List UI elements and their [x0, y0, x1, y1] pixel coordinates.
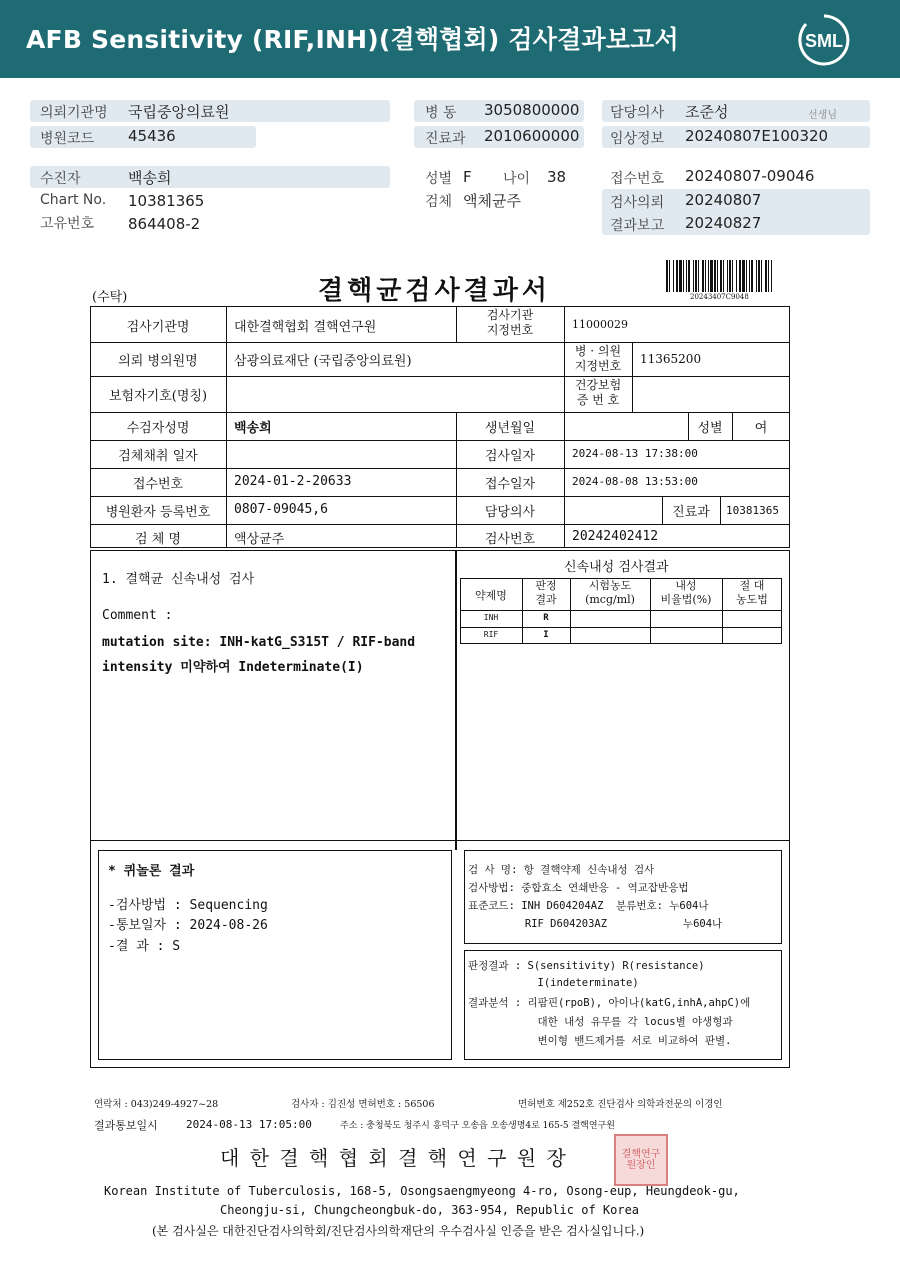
info-value-patient: 백송희: [128, 169, 172, 187]
info-label-reported: 결과보고: [610, 218, 665, 234]
info-value-hospital-code: 45436: [128, 127, 176, 145]
footer-license: 면허번호 제252호 진단검사 의학과전문의 이경인: [518, 1099, 723, 1110]
label-test-number: 검사번호: [484, 532, 536, 547]
info-label-age: 나이: [503, 171, 531, 187]
result-inh: R: [543, 613, 549, 623]
drug-inh: INH: [483, 613, 499, 622]
method-test-name: 검 사 명: 항 결핵약제 신속내성 검사: [468, 864, 655, 876]
col-test-concentration: 시험농도 (mcg/ml): [585, 579, 635, 606]
label-sex: 성별: [697, 421, 723, 436]
footer-address-kr: 주소 : 충청북도 청주시 흥덕구 오송읍 오송생명4로 165-5 결핵연구원: [340, 1121, 615, 1131]
logo-text: SML: [805, 31, 843, 51]
info-value-ward: 3050800000: [484, 101, 580, 119]
info-value-requested: 20240807: [685, 191, 762, 209]
label-birthdate: 생년월일: [484, 421, 536, 436]
comment-line-1: mutation site: INH-katG_S315T / RIF-band: [102, 635, 416, 650]
footer-address-en-2: Cheongju-si, Chungcheongbuk-do, 363-954, Republic of Korea: [220, 1203, 640, 1217]
value-department: 10381365: [726, 504, 779, 517]
label-patient-name: 수검자성명: [126, 421, 190, 436]
drug-rif: RIF: [483, 630, 499, 639]
analysis-line-3: 변이형 밴드제거를 서로 비교하여 판별.: [468, 1035, 732, 1047]
info-value-unique-no: 864408-2: [128, 215, 201, 233]
info-label-clinical: 임상정보: [610, 131, 665, 147]
result-rif: I: [543, 630, 549, 640]
value-test-number: 20242402412: [572, 529, 659, 544]
value-sex: 여: [754, 421, 768, 436]
label-specimen-name: 검 체 명: [135, 532, 181, 547]
comment-label: Comment :: [102, 608, 173, 623]
page-title: AFB Sensitivity (RIF,INH)(결핵협회) 검사결과보고서: [26, 25, 679, 54]
col-drug: 약제명: [475, 589, 507, 602]
interpretation-line-1: 판정결과 : S(sensitivity) R(resistance): [468, 960, 705, 972]
info-label-receipt-no: 접수번호: [610, 171, 665, 187]
info-label-sex: 성별: [425, 171, 453, 187]
seal-text: 결핵연구원장인: [621, 1149, 661, 1171]
quinolone-result: -결 과 : S: [108, 939, 181, 954]
info-value-reported: 20240827: [685, 214, 762, 232]
footer-contact: 연락처 : 043)249-4927~28: [94, 1099, 219, 1110]
footer-notice-label: 결과통보일시: [94, 1119, 158, 1132]
value-test-date: 2024-08-13 17:38:00: [572, 447, 698, 460]
label-department: 진료과: [672, 505, 710, 520]
col-absolute-concentration: 절 대 농도법: [736, 579, 768, 606]
info-label-unique-no: 고유번호: [40, 216, 95, 232]
analysis-line-2: 대한 내성 유무를 각 locus별 야생형과: [468, 1016, 733, 1028]
value-lab-designation: 11000029: [572, 318, 628, 331]
info-label-chart-no: Chart No.: [40, 192, 107, 208]
info-value-receipt-no: 20240807-09046: [685, 167, 815, 185]
label-lab-designation: 검사기관 지정번호: [486, 308, 534, 337]
header-bar: [0, 0, 900, 78]
col-proportion-method: 내성 비율법(%): [660, 579, 712, 606]
label-insurer: 보험자기호(명칭): [108, 389, 208, 404]
info-label-patient: 수진자: [40, 171, 81, 187]
info-label-hospital-code: 병원코드: [40, 131, 95, 147]
info-value-chart-no: 10381365: [128, 192, 205, 210]
value-lab-name: 대한결핵협회 결핵연구원: [234, 320, 377, 335]
info-value-department: 2010600000: [484, 127, 580, 145]
info-value-age: 38: [547, 168, 567, 186]
label-registration-no: 병원환자 등록번호: [105, 505, 211, 520]
value-registration-no: 0807-09045,6: [234, 502, 328, 517]
info-value-clinical: 20240807E100320: [685, 127, 829, 145]
footer-certification: (본 검사실은 대한진단검사의학회/진단검사의학재단의 우수검사실 인증을 받은 검사실입니다.): [152, 1224, 645, 1238]
interpretation-line-2: I(indeterminate): [468, 977, 639, 989]
info-value-doctor: 조준성: [685, 103, 729, 121]
label-collection-date: 검체채취 일자: [118, 449, 198, 464]
sml-logo-icon: [796, 12, 852, 68]
label-test-date: 검사일자: [484, 449, 536, 464]
method-code-rif: RIF D604203AZ 누604나: [468, 918, 723, 930]
value-hospital-designation: 11365200: [640, 352, 702, 366]
footer-org-name: 대 한 결 핵 협 회 결 핵 연 구 원 장: [220, 1146, 568, 1170]
method-code-inh: 표준코드: INH D604204AZ 분류번호: 누604나: [468, 900, 709, 912]
info-label-ward: 병 동: [425, 105, 457, 121]
value-requesting-hospital: 삼광의료재단 (국립중앙의료원): [234, 354, 412, 369]
label-lab-name: 검사기관명: [126, 320, 190, 335]
info-label-department: 진료과: [425, 131, 466, 147]
info-value-specimen: 액체균주: [463, 192, 521, 210]
quinolone-method: -검사방법 : Sequencing: [108, 898, 268, 913]
value-receipt-date: 2024-08-08 13:53:00: [572, 475, 698, 488]
col-result: 판정 결과: [535, 579, 557, 606]
official-seal-icon: [614, 1134, 668, 1186]
barcode-icon: [666, 260, 774, 294]
info-label-specimen: 검체: [425, 194, 453, 210]
info-label-doctor: 담당의사: [610, 105, 665, 121]
info-value-sex: F: [463, 168, 472, 186]
scanned-report: [86, 258, 792, 1248]
label-requesting-hospital: 의뢰 병의원명: [118, 354, 198, 369]
report-consign: (수탁): [92, 290, 128, 305]
result-heading: 1. 결핵균 신속내성 검사: [102, 572, 255, 587]
comment-line-2: intensity 미약하여 Indeterminate(I): [102, 660, 364, 675]
barcode-text: 20243407C9048: [690, 293, 749, 301]
label-insurance-no: 건강보험 증 번 호: [574, 378, 622, 407]
label-hospital-designation: 병 · 의원 지정번호: [574, 344, 622, 373]
info-doctor-suffix: 선생님: [808, 110, 837, 121]
quinolone-date: -통보일자 : 2024-08-26: [108, 918, 268, 933]
value-patient-name: 백송희: [234, 421, 272, 436]
value-specimen-name: 액상균주: [234, 532, 285, 547]
info-value-requester: 국립중앙의료원: [128, 103, 230, 121]
report-title: 결핵균검사결과서: [318, 276, 551, 306]
info-label-requester: 의뢰기관명: [40, 105, 108, 121]
footer-notice-value: 2024-08-13 17:05:00: [186, 1118, 312, 1131]
value-receipt-no: 2024-01-2-20633: [234, 474, 352, 489]
resistance-heading: 신속내성 검사결과: [564, 560, 669, 575]
footer-address-en-1: Korean Institute of Tuberculosis, 168-5, Osongsaengmyeong 4-ro, Osong-eup, Heungdeok-gu,: [104, 1184, 740, 1198]
label-receipt-date: 접수일자: [484, 477, 536, 492]
info-label-requested: 검사의뢰: [610, 195, 665, 211]
quinolone-heading: * 퀴놀론 결과: [108, 864, 195, 879]
analysis-line-1: 결과분석 : 리팜핀(rpoB), 아이나(katG,inhA,ahpC)에: [468, 997, 751, 1009]
method-technique: 검사방법: 중합효소 연쇄반응 - 역교잡반응법: [468, 882, 689, 894]
footer-examiner: 검사자 : 김진성 면허번호 : 56506: [291, 1099, 435, 1110]
label-receipt-no: 접수번호: [132, 477, 184, 492]
label-attending-doctor: 담당의사: [484, 505, 536, 520]
